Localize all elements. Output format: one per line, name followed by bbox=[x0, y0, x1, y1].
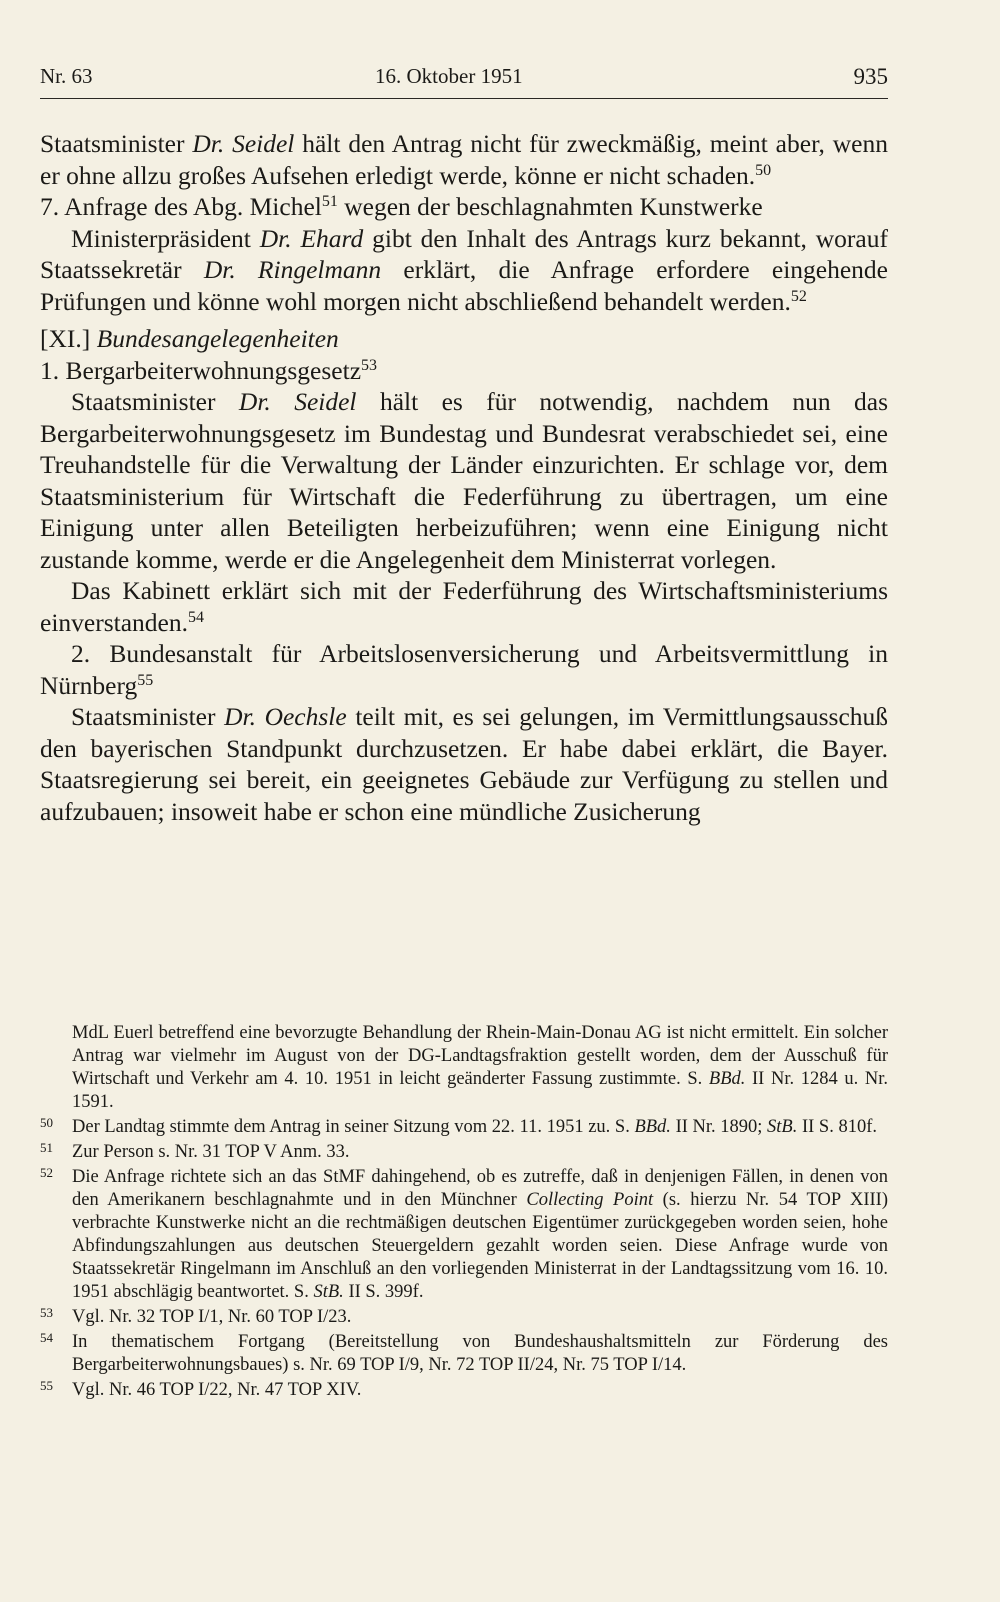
citation-abbrev: BBd. bbox=[708, 1069, 746, 1089]
section-title: Bundesangelegenheiten bbox=[96, 324, 339, 353]
text-run: Staatsminister bbox=[71, 702, 225, 731]
footnote-ref: 51 bbox=[321, 193, 338, 210]
main-text bbox=[40, 128, 888, 827]
person-name: Dr. Oechsle bbox=[224, 702, 347, 731]
footnote-ref: 53 bbox=[361, 356, 378, 374]
footnotes bbox=[40, 1022, 888, 1404]
running-head bbox=[40, 64, 888, 99]
page-number: 935 bbox=[853, 64, 888, 89]
text-run: Staatsminister bbox=[71, 387, 239, 416]
agenda-item bbox=[40, 638, 888, 701]
citation-abbrev: StB. bbox=[767, 1117, 798, 1137]
text-run: 2. Bundesanstalt für Arbeitslosenversicherung und Arbeitsvermittlung in Nürnberg bbox=[40, 639, 888, 700]
text-run: MdL Euerl betreffend eine bevorzugte Behandlung der Rhein-Main-Donau AG ist nicht ermittelt. Ein solcher Antrag war vielmehr im August von der DG-Landtagsfraktion gestellt worden, dem der Ausschuß für Wirtschaft und Verkehr am 4. 10. 1951 in leicht geänderter Fassung zustimmte. S. bbox=[72, 1023, 888, 1089]
text-run: hält es für notwendig, nachdem nun das Bergarbeiterwohnungsgesetz im Bundestag und Bundesrat verabschiedet sei, eine Treuhandstelle für die Verwaltung der Länder einzurichten. Er schlage vor, dem Staatsministerium für Wirtschaft die Federführung zu übertragen, um eine Einigung unter allen Beteiligten herbeizuführen; wenn eine Einigung nicht zustande komme, werde er die Angelegenheit dem Ministerrat vorlegen. bbox=[40, 387, 888, 574]
citation-abbrev: BBd. bbox=[634, 1117, 671, 1137]
footnote-number: 52 bbox=[40, 1165, 53, 1180]
text-run: Zur Person s. Nr. 31 TOP V Anm. 33. bbox=[72, 1142, 350, 1162]
footnote-number: 50 bbox=[40, 1115, 53, 1130]
text-run: gibt den Inhalt des Antrags kurz bekannt, worauf Staatssekretär bbox=[40, 223, 888, 284]
footnote-ref: 54 bbox=[187, 608, 204, 626]
section-heading bbox=[40, 323, 888, 355]
footnote-53 bbox=[40, 1306, 888, 1329]
text-run: 7. Anfrage des Abg. Michel bbox=[40, 192, 322, 221]
text-run: Vgl. Nr. 32 TOP I/1, Nr. 60 TOP I/23. bbox=[72, 1307, 352, 1327]
person-name: Dr. Seidel bbox=[192, 129, 295, 158]
text-run: teilt mit, es sei gelungen, im Vermittlungsausschuß den bayerischen Standpunkt durchzusetzen. Er habe dabei erklärt, die Bayer. Staatsregierung sei bereit, ein geeignetes Gebäude zur Verfügung zu stellen und aufzubauen; insoweit habe er schon eine mündliche Zusicherung bbox=[40, 702, 889, 826]
text-run: Vgl. Nr. 46 TOP I/22, Nr. 47 TOP XIV. bbox=[72, 1380, 362, 1400]
citation-abbrev: StB. bbox=[313, 1282, 344, 1302]
person-name: Dr. Ehard bbox=[259, 223, 364, 253]
text-run: 1. Bergarbeiterwohnungsgesetz bbox=[40, 355, 362, 385]
footnote-ref: 50 bbox=[755, 161, 772, 179]
text-run: wegen der beschlagnahmten Kunstwerke bbox=[337, 192, 763, 221]
footnote-ref: 52 bbox=[790, 287, 807, 305]
paragraph bbox=[40, 386, 888, 575]
footnote-continuation bbox=[40, 1022, 888, 1114]
footnote-51 bbox=[40, 1141, 888, 1164]
text-run: II Nr. 1284 u. Nr. 1591. bbox=[72, 1069, 888, 1112]
section-number: [XI.] bbox=[40, 324, 97, 353]
paragraph bbox=[40, 575, 888, 638]
text-run: (s. hierzu Nr. 54 TOP XIII) verbrachte Kunstwerke nicht an die rechtmäßigen deutschen Eigentümer zurückgegeben worden seien, hohe Abfindungszahlungen aus deutschen Steuergeldern gezahlt worden seien. Diese Anfrage wurde von Staatssekretär Ringelmann im Anschluß an den vorliegenden Ministerrat in der Landtagssitzung vom 16. 10. 1951 abschlägig beantwortet. S. bbox=[72, 1190, 888, 1302]
text-run: erklärt, die Anfrage erfordere eingehende Prüfungen und könne wohl morgen nicht abschließend behandelt werden. bbox=[40, 255, 888, 316]
paragraph bbox=[40, 223, 888, 318]
footnote-54 bbox=[40, 1331, 888, 1377]
text-run: Staatsminister bbox=[40, 129, 193, 158]
person-name: Dr. Seidel bbox=[238, 387, 357, 416]
paragraph bbox=[40, 128, 888, 191]
footnote-number: 51 bbox=[40, 1140, 53, 1155]
text-run: hält den Antrag nicht für zweckmäßig, meint aber, wenn er ohne allzu großes Aufsehen erledigt werde, könne er nicht schaden. bbox=[40, 129, 888, 190]
footnote-number: 55 bbox=[40, 1378, 53, 1393]
footnote-55 bbox=[40, 1379, 888, 1402]
footnote-number: 53 bbox=[40, 1305, 53, 1320]
paragraph bbox=[40, 701, 888, 827]
footnote-50 bbox=[40, 1116, 888, 1139]
text-run: Das Kabinett erklärt sich mit der Federführung des Wirtschaftsministeriums einverstanden. bbox=[40, 576, 888, 637]
text-run: II Nr. 1890; bbox=[670, 1117, 768, 1137]
footnote-52 bbox=[40, 1166, 888, 1304]
agenda-item bbox=[40, 191, 888, 223]
footnote-ref: 55 bbox=[137, 671, 154, 689]
place-name: Collecting Point bbox=[526, 1190, 654, 1210]
agenda-item bbox=[40, 355, 888, 387]
text-run: II S. 810f. bbox=[797, 1117, 878, 1137]
text-run: II S. 399f. bbox=[343, 1282, 424, 1302]
person-name: Dr. Ringelmann bbox=[203, 255, 382, 284]
document-number: Nr. 63 bbox=[40, 64, 93, 88]
text-run: In thematischem Fortgang (Bereitstellung von Bundeshaushaltsmitteln zur Förderung des Bergarbeiterwohnungsbaues) s. Nr. 69 TOP I/9, Nr. 72 TOP II/24, Nr. 75 TOP I/14. bbox=[72, 1332, 888, 1375]
text-run: Der Landtag stimmte dem Antrag in seiner Sitzung vom 22. 11. 1951 zu. S. bbox=[72, 1117, 635, 1137]
text-run: Die Anfrage richtete sich an das StMF dahingehend, ob es zutreffe, daß in denjenigen Fällen, in denen von den Amerikanern beschlagnahmte und in den Münchner bbox=[72, 1167, 888, 1210]
header-date: 16. Oktober 1951 bbox=[375, 64, 523, 88]
footnote-number: 54 bbox=[40, 1330, 53, 1345]
text-run: Ministerpräsident bbox=[71, 223, 260, 253]
